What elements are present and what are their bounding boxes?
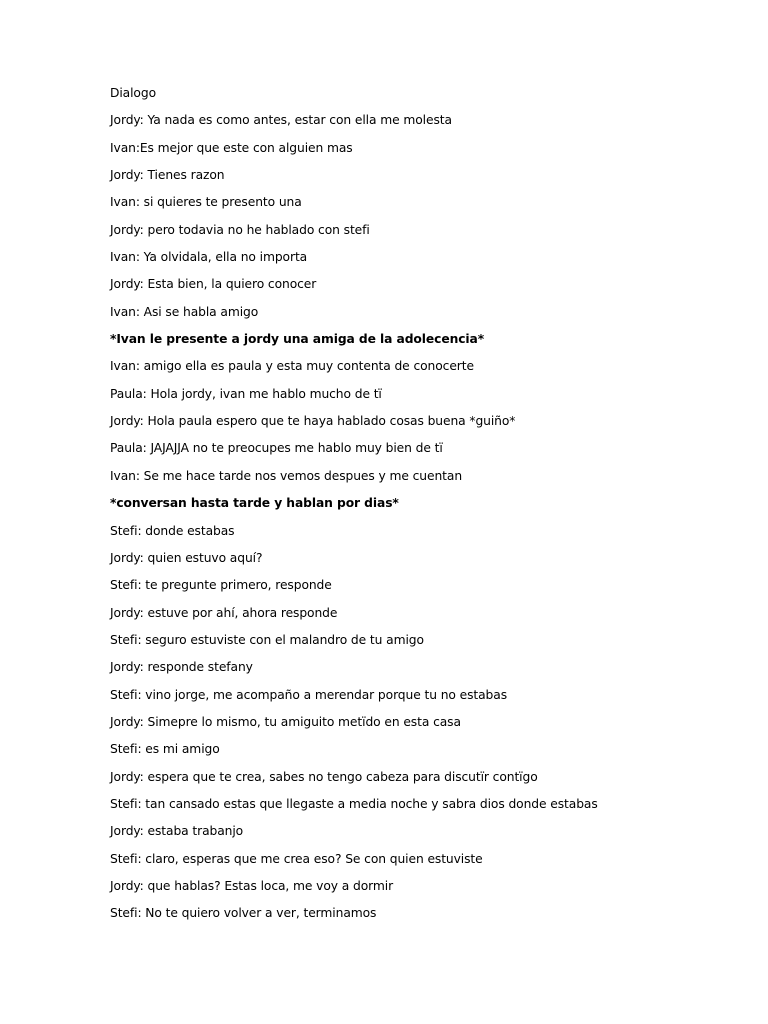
document-title: Dialogo [110, 86, 156, 100]
dialog-line: Jordy: espera que te crea, sabes no tengo cabeza para discutïr contïgo [110, 769, 538, 784]
dialog-line: Jordy: responde stefany [110, 660, 253, 675]
stage-direction: *conversan hasta tarde y hablan por dias* [110, 496, 399, 511]
dialog-line: Jordy: Simepre lo mismo, tu amiguito metïdo en esta casa [110, 714, 461, 729]
dialog-line: Jordy: Esta bien, la quiero conocer [110, 277, 317, 292]
dialog-line: Ivan: Se me hace tarde nos vemos despues y me cuentan [110, 468, 463, 483]
dialog-line: Stefi: No te quiero volver a ver, terminamos [110, 906, 377, 921]
dialog-line: Stefi: tan cansado estas que llegaste a media noche y sabra dios donde estabas [110, 796, 598, 811]
dialog-line: Ivan: si quieres te presento una [110, 195, 302, 210]
dialog-line: Jordy: quien estuvo aquí? [110, 550, 263, 565]
dialog-line: Ivan: Asi se habla amigo [110, 304, 259, 319]
dialog-line: Stefi: donde estabas [110, 523, 235, 538]
document-page [110, 86, 750, 934]
dialog-line: Ivan: amigo ella es paula y esta muy contenta de conocerte [110, 359, 474, 374]
stage-direction: *Ivan le presente a jordy una amiga de la adolecencia* [110, 332, 485, 347]
dialog-line: Stefi: seguro estuviste con el malandro de tu amigo [110, 632, 424, 647]
dialog-line: Paula: JAJAJJA no te preocupes me hablo muy bien de tï [110, 441, 443, 456]
dialog-line: Jordy: Tienes razon [110, 168, 225, 183]
dialog-line: Stefi: vino jorge, me acompaño a merendar porque tu no estabas [110, 687, 508, 702]
dialog-line: Jordy: que hablas? Estas loca, me voy a dormir [110, 878, 394, 893]
dialog-line: Jordy: Ya nada es como antes, estar con ella me molesta [110, 113, 452, 128]
dialog-line: Stefi: te pregunte primero, responde [110, 578, 332, 593]
dialog-line: Jordy: estuve por ahí, ahora responde [110, 605, 338, 620]
dialog-line: Stefi: claro, esperas que me crea eso? Se con quien estuviste [110, 851, 483, 866]
dialog-line: Jordy: pero todavia no he hablado con stefi [110, 222, 370, 237]
dialog-line: Paula: Hola jordy, ivan me hablo mucho de tï [110, 386, 382, 401]
dialog-line: Ivan: Ya olvidala, ella no importa [110, 250, 308, 265]
dialog-line: Ivan:Es mejor que este con alguien mas [110, 140, 353, 155]
dialog-line: Jordy: Hola paula espero que te haya hablado cosas buena *guiño* [110, 414, 516, 429]
dialog-line: Stefi: es mi amigo [110, 742, 220, 757]
dialog-line: Jordy: estaba trabanjo [110, 824, 244, 839]
